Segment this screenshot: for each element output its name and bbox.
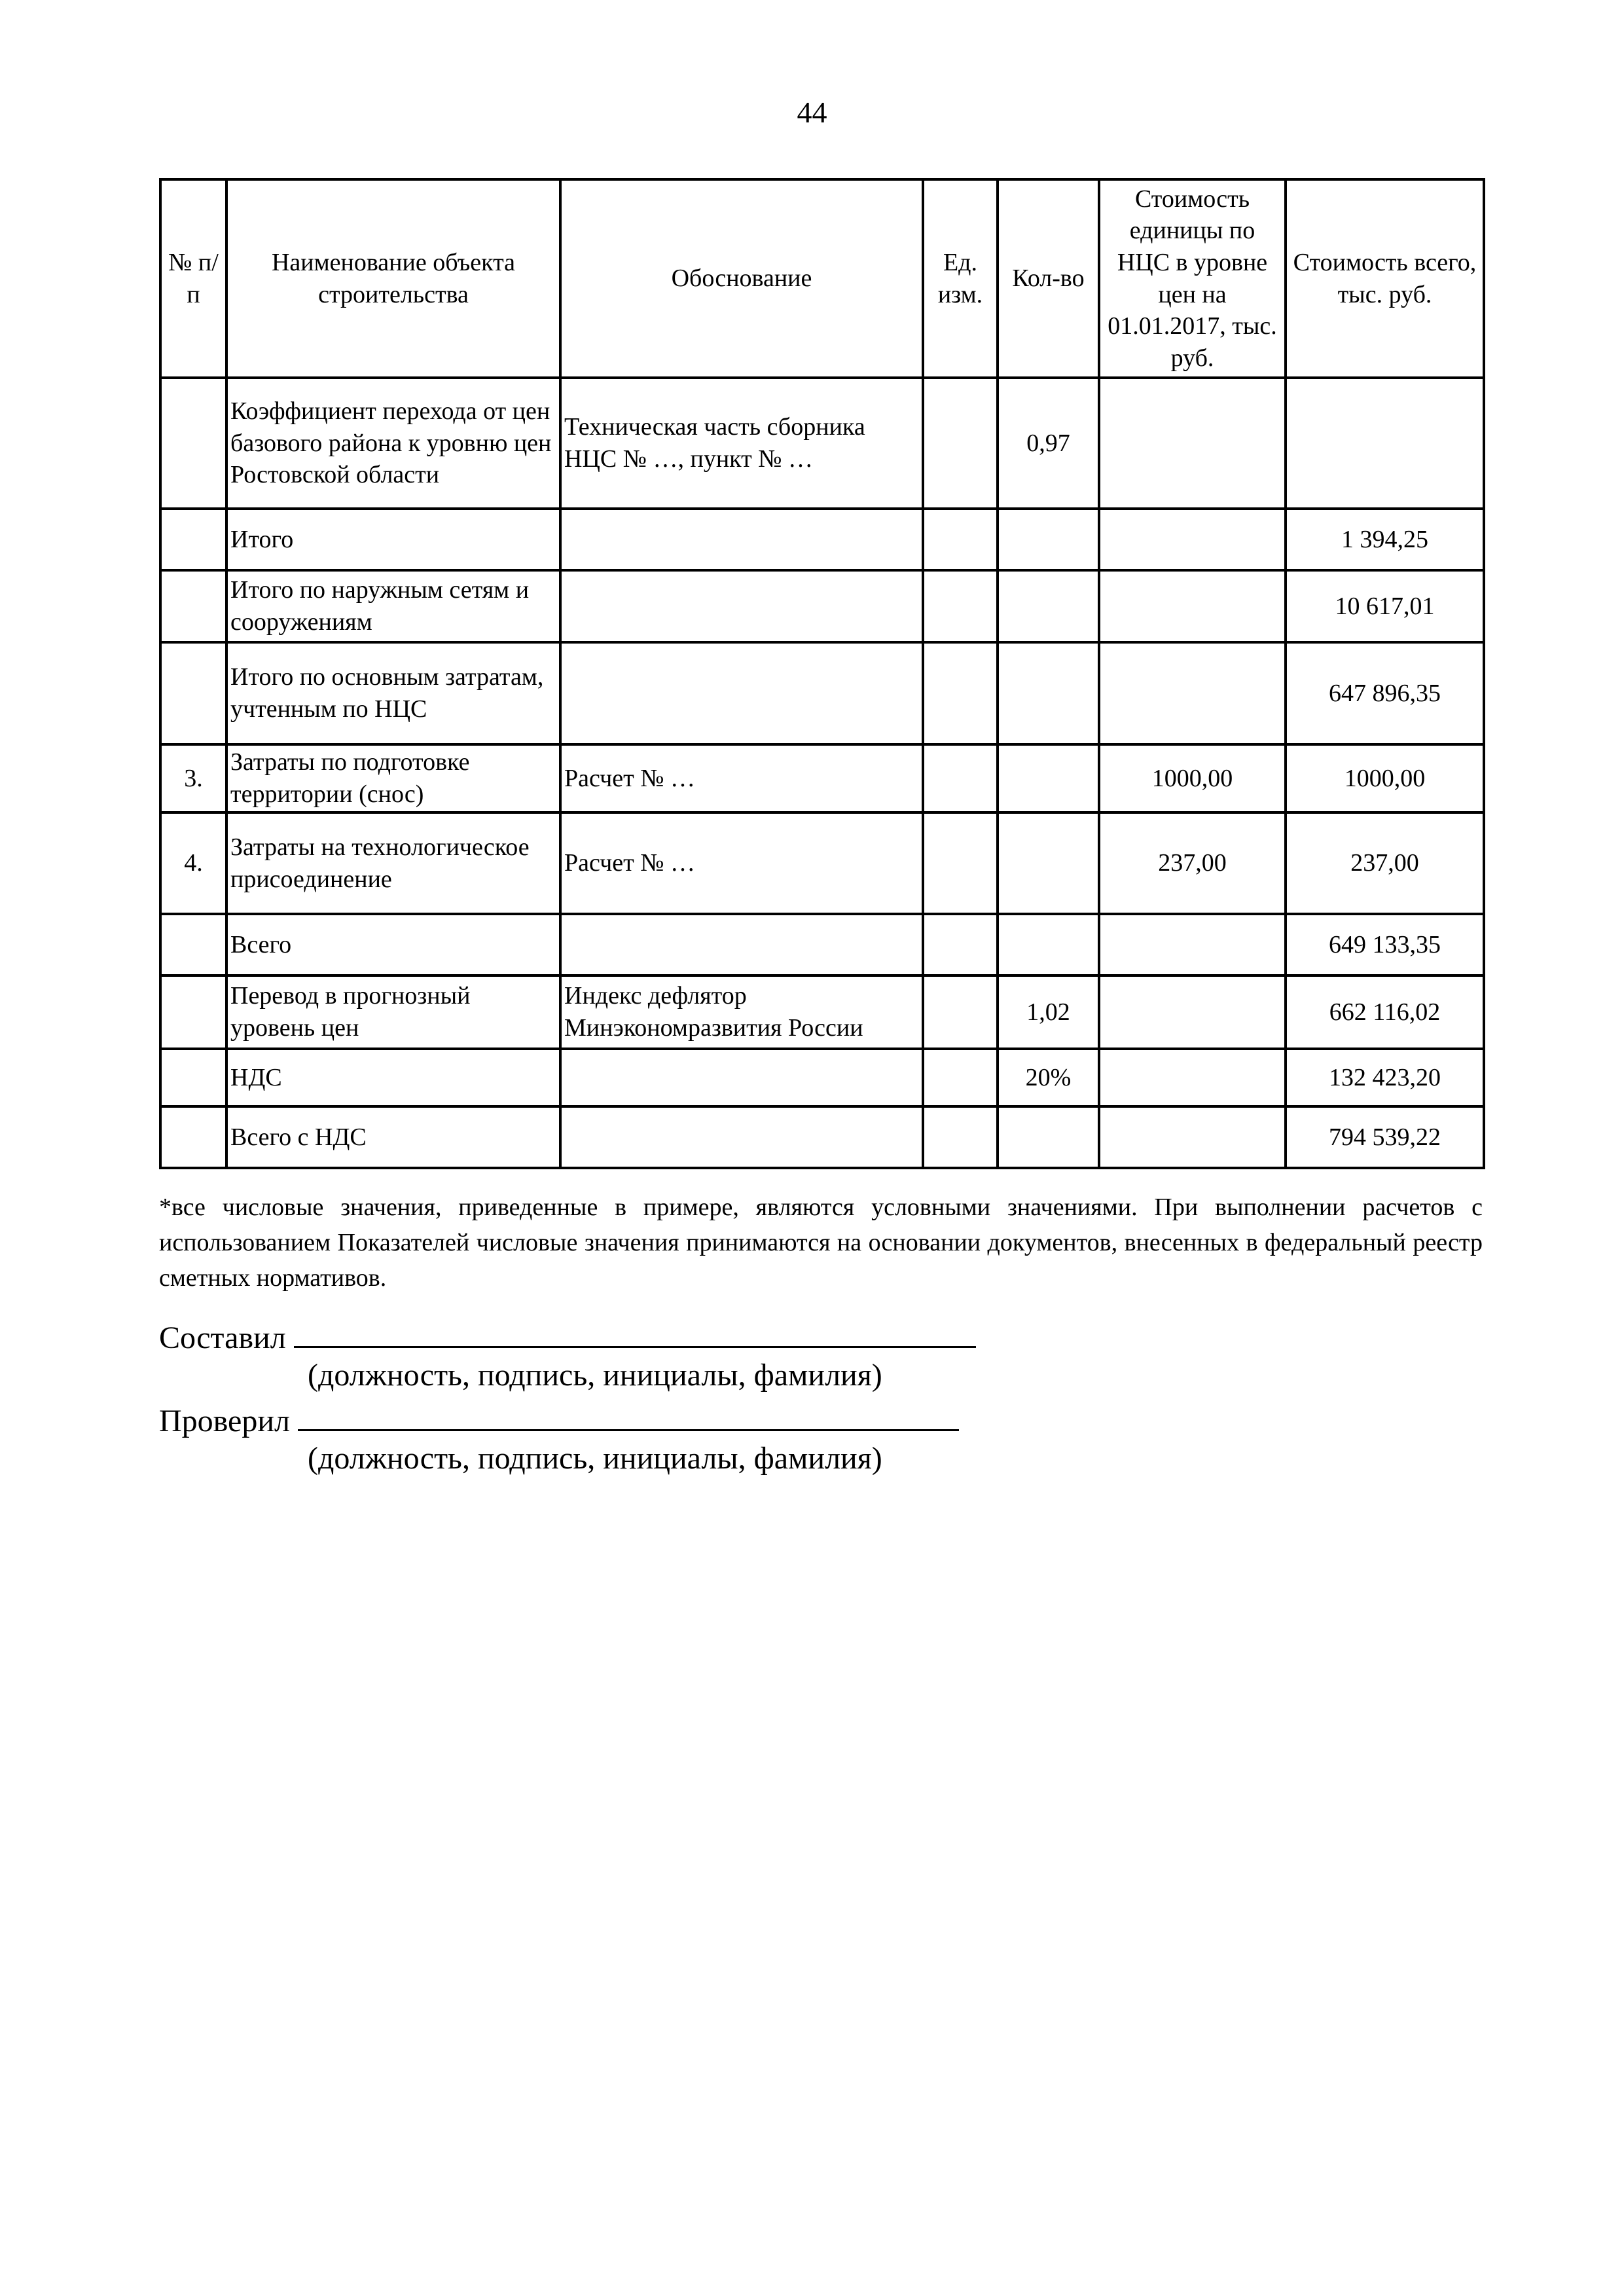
footnote: *все числовые значения, приведенные в примере, являются условными значениями. При выполнении расчетов с использованием Показателей числовые значения принимаются на основании документов, внесенных в федеральный реестр сметных нормативов.	[159, 1194, 1483, 1292]
row-name: Всего	[226, 914, 560, 975]
row-num	[160, 509, 226, 570]
compiled-signature-line	[159, 1320, 976, 1356]
table-row	[160, 1049, 1484, 1106]
row-basis: Индекс дефлятор Минэкономразвития России	[560, 975, 923, 1049]
row-total	[1286, 378, 1484, 509]
row-num: 3.	[160, 744, 226, 812]
row-num	[160, 378, 226, 509]
row-unit	[923, 642, 998, 744]
row-unit-price	[1099, 1049, 1286, 1106]
compiled-label: Составил	[159, 1321, 286, 1355]
table-row	[160, 975, 1484, 1049]
row-name: Итого	[226, 509, 560, 570]
compiled-signature-hint: (должность, подпись, инициалы, фамилия)	[308, 1358, 882, 1393]
checked-signature-line	[159, 1403, 959, 1439]
row-qty	[998, 570, 1099, 642]
row-name: Всего с НДС	[226, 1106, 560, 1168]
row-basis: Техническая часть сборника НЦС № …, пункт № …	[560, 378, 923, 509]
row-qty	[998, 1106, 1099, 1168]
row-basis	[560, 914, 923, 975]
header-unit: Ед. изм.	[923, 179, 998, 378]
row-unit	[923, 570, 998, 642]
row-total: 647 896,35	[1286, 642, 1484, 744]
row-total: 649 133,35	[1286, 914, 1484, 975]
row-unit-price	[1099, 975, 1286, 1049]
row-num	[160, 642, 226, 744]
table-row	[160, 570, 1484, 642]
table-row	[160, 744, 1484, 812]
row-num	[160, 914, 226, 975]
row-qty	[998, 744, 1099, 812]
row-name: Итого по основным затратам, учтенным по НЦС	[226, 642, 560, 744]
row-total: 662 116,02	[1286, 975, 1484, 1049]
table-row	[160, 1106, 1484, 1168]
row-basis	[560, 1049, 923, 1106]
checked-label: Проверил	[159, 1404, 290, 1438]
row-basis	[560, 1106, 923, 1168]
table-row	[160, 812, 1484, 914]
row-qty: 0,97	[998, 378, 1099, 509]
cost-table	[159, 178, 1485, 1169]
row-num	[160, 975, 226, 1049]
row-qty: 20%	[998, 1049, 1099, 1106]
table-header-row	[160, 179, 1484, 378]
row-num	[160, 1049, 226, 1106]
row-total: 10 617,01	[1286, 570, 1484, 642]
row-name: Затраты по подготовке территории (снос)	[226, 744, 560, 812]
row-name: Итого по наружным сетям и сооружениям	[226, 570, 560, 642]
row-total: 1000,00	[1286, 744, 1484, 812]
row-num	[160, 1106, 226, 1168]
row-basis	[560, 570, 923, 642]
row-unit	[923, 1106, 998, 1168]
row-num	[160, 570, 226, 642]
row-unit-price	[1099, 378, 1286, 509]
row-total: 132 423,20	[1286, 1049, 1484, 1106]
table-row	[160, 509, 1484, 570]
row-unit-price	[1099, 1106, 1286, 1168]
checked-signature-field	[298, 1403, 959, 1431]
table-row	[160, 914, 1484, 975]
checked-signature-hint: (должность, подпись, инициалы, фамилия)	[308, 1441, 882, 1476]
row-qty	[998, 914, 1099, 975]
row-qty	[998, 642, 1099, 744]
row-basis: Расчет № …	[560, 812, 923, 914]
header-unit-price: Стоимость единицы по НЦС в уровне цен на 01.01.2017, тыс. руб.	[1099, 179, 1286, 378]
row-total: 794 539,22	[1286, 1106, 1484, 1168]
row-unit	[923, 975, 998, 1049]
row-unit-price: 237,00	[1099, 812, 1286, 914]
row-qty: 1,02	[998, 975, 1099, 1049]
row-unit	[923, 509, 998, 570]
header-total: Стоимость всего, тыс. руб.	[1286, 179, 1484, 378]
row-unit	[923, 744, 998, 812]
header-qty: Кол-во	[998, 179, 1099, 378]
header-name: Наименование объекта строительства	[226, 179, 560, 378]
row-basis	[560, 642, 923, 744]
row-name: НДС	[226, 1049, 560, 1106]
row-unit	[923, 378, 998, 509]
row-basis	[560, 509, 923, 570]
header-num: № п/п	[160, 179, 226, 378]
row-unit-price	[1099, 509, 1286, 570]
row-unit-price	[1099, 570, 1286, 642]
row-qty	[998, 509, 1099, 570]
row-num: 4.	[160, 812, 226, 914]
row-total: 237,00	[1286, 812, 1484, 914]
header-basis: Обоснование	[560, 179, 923, 378]
row-name: Перевод в прогнозный уровень цен	[226, 975, 560, 1049]
row-qty	[998, 812, 1099, 914]
row-name: Затраты на технологическое присоединение	[226, 812, 560, 914]
row-basis: Расчет № …	[560, 744, 923, 812]
row-unit-price	[1099, 914, 1286, 975]
row-unit	[923, 1049, 998, 1106]
page-number: 44	[797, 96, 827, 129]
row-name: Коэффициент перехода от цен базового района к уровню цен Ростовской области	[226, 378, 560, 509]
row-unit	[923, 914, 998, 975]
row-total: 1 394,25	[1286, 509, 1484, 570]
row-unit	[923, 812, 998, 914]
row-unit-price: 1000,00	[1099, 744, 1286, 812]
row-unit-price	[1099, 642, 1286, 744]
compiled-signature-field	[294, 1320, 976, 1348]
table-row	[160, 642, 1484, 744]
table-row	[160, 378, 1484, 509]
